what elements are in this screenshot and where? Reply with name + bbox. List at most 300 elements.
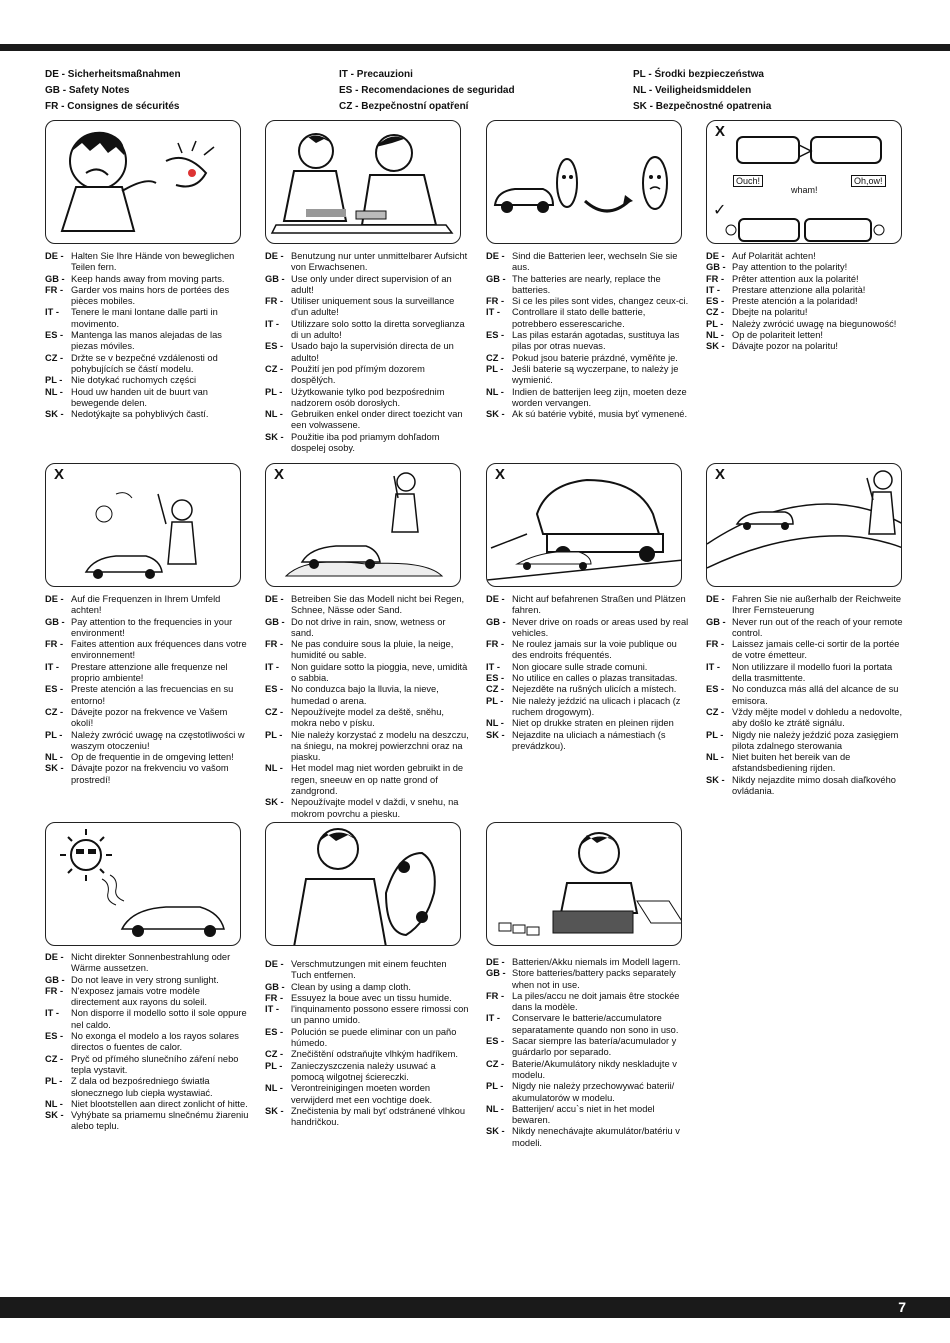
header-pl: PL - Środki bezpieczeństwa xyxy=(633,69,764,80)
safety-entry xyxy=(265,993,469,1004)
language-code: NL - xyxy=(45,1098,63,1109)
safety-entry xyxy=(486,296,690,307)
safety-entry xyxy=(45,1054,249,1077)
panel-text-7 xyxy=(486,594,690,752)
safety-text: Jeśli baterie są wyczerpane, to należy je wymienić. xyxy=(512,363,679,386)
header-nl: NL - Veiligheidsmiddelen xyxy=(633,85,752,96)
safety-entry xyxy=(486,251,690,274)
safety-entry xyxy=(45,1076,249,1099)
safety-text: Nicht auf befahrenen Straßen und Plätzen fahren. xyxy=(512,594,686,616)
safety-entry xyxy=(45,617,249,640)
safety-text: Polución se puede eliminar con un paño húmedo. xyxy=(291,1026,457,1049)
safety-text: Niet buiten het bereik van de afstandsbediening rijden. xyxy=(732,752,851,774)
safety-text: Ak sú batérie vybité, musia byť vymenené. xyxy=(512,409,688,420)
language-code: CZ - xyxy=(265,1049,284,1060)
language-code: GB - xyxy=(45,273,65,284)
ouch-label: Ouch! xyxy=(733,175,763,187)
svg-text:✓: ✓ xyxy=(713,200,727,219)
safety-entry xyxy=(706,251,910,262)
language-code: CZ - xyxy=(486,1058,505,1069)
language-code: CZ - xyxy=(265,706,284,717)
safety-text: Použitie iba pod priamym dohľadom dospelej osoby. xyxy=(291,431,440,454)
safety-text: Dbejte na polaritu! xyxy=(732,307,808,318)
safety-text: Garder vos mains hors de portées des pièces mobiles. xyxy=(71,284,230,307)
language-code: FR - xyxy=(45,985,64,996)
public-road-icon xyxy=(486,463,682,587)
language-code: IT - xyxy=(486,307,500,318)
language-code: FR - xyxy=(486,990,505,1001)
language-code: DE - xyxy=(265,594,284,604)
language-code: SK - xyxy=(265,431,284,442)
safety-text: Použití jen pod přímým dozorem dospělých. xyxy=(291,363,425,386)
safety-entry xyxy=(45,330,249,353)
safety-entry xyxy=(265,341,469,364)
language-code: SK - xyxy=(265,797,284,808)
language-code: NL - xyxy=(706,330,724,341)
header-fr: FR - Consignes de sécurités xyxy=(45,101,180,112)
safety-entry xyxy=(45,1008,249,1031)
language-code: PL - xyxy=(486,363,504,374)
language-code: PL - xyxy=(265,1060,283,1071)
safety-text: Dávajte pozor na polaritu! xyxy=(732,341,838,352)
safety-text: Benutzung nur unter unmittelbarer Aufsicht von Erwachsenen. xyxy=(291,251,468,273)
safety-entry xyxy=(265,1083,469,1106)
safety-entry xyxy=(45,639,249,662)
safety-entry xyxy=(265,662,469,685)
language-code: CZ - xyxy=(265,363,284,374)
safety-text: Op de frequentie in de omgeving letten! xyxy=(71,752,234,763)
safety-entry xyxy=(265,274,469,297)
safety-entry xyxy=(706,707,910,730)
safety-text: Prestare attenzione alle frequenze nel proprio ambiente! xyxy=(71,661,228,684)
language-code: FR - xyxy=(265,296,284,307)
language-code: PL - xyxy=(265,729,283,740)
language-code: PL - xyxy=(265,386,283,397)
language-code: ES - xyxy=(486,673,505,684)
safety-entry xyxy=(706,662,910,685)
safety-entry xyxy=(265,409,469,432)
safety-entry xyxy=(265,1106,469,1129)
language-code: PL - xyxy=(486,695,504,706)
language-code: ES - xyxy=(486,330,505,341)
language-code: GB - xyxy=(486,616,506,627)
language-code: PL - xyxy=(45,729,63,740)
safety-entry xyxy=(265,797,469,820)
safety-text: Si ce les piles sont vides, changez ceux-ci. xyxy=(512,296,689,307)
hand-caught-icon xyxy=(45,120,241,244)
sun-exposure-icon xyxy=(45,822,241,946)
safety-entry xyxy=(45,662,249,685)
safety-entry xyxy=(45,409,249,420)
safety-text: No conduzca más allá del alcance de su emisora. xyxy=(732,684,899,706)
safety-text: Nedotýkajte sa pohyblivých častí. xyxy=(71,409,209,420)
safety-entry xyxy=(486,617,690,640)
language-code: NL - xyxy=(45,386,63,397)
safety-entry xyxy=(45,752,249,763)
safety-entry xyxy=(706,341,910,352)
battery-storage-icon xyxy=(486,822,682,946)
safety-entry xyxy=(706,262,910,273)
language-code: IT - xyxy=(706,661,720,672)
language-code: GB - xyxy=(265,616,285,627)
safety-entry xyxy=(45,353,249,376)
language-code: CZ - xyxy=(45,1053,64,1064)
safety-entry xyxy=(45,707,249,730)
wet-conditions-icon xyxy=(265,463,461,587)
safety-text: Pay attention to the frequencies in your environment! xyxy=(71,616,233,638)
safety-text: Dávajte pozor na frekvenciu vo vašom prostredí! xyxy=(71,763,229,785)
safety-text: Verschmutzungen mit einem feuchten Tuch entfernen. xyxy=(291,959,447,981)
safety-text: Mantenga las manos alejadas de las piezas móviles. xyxy=(71,330,222,352)
safety-entry xyxy=(265,982,469,993)
safety-text: No exonga el modelo a los rayos solares directos o fuentes de calor. xyxy=(71,1031,239,1053)
language-code: ES - xyxy=(265,684,284,695)
top-rule xyxy=(0,44,950,51)
safety-text: Dávejte pozor na frekvence ve Vašem okolí! xyxy=(71,706,228,729)
language-code: SK - xyxy=(486,1126,505,1137)
safety-entry xyxy=(265,387,469,410)
safety-text: Utiliser uniquement sous la surveillance d'un adulte! xyxy=(291,296,455,318)
safety-entry xyxy=(486,1036,690,1059)
safety-entry xyxy=(486,274,690,297)
safety-entry xyxy=(45,375,249,386)
warning-x-mark: X xyxy=(715,466,726,483)
language-code: FR - xyxy=(486,296,505,307)
safety-text: Faites attention aux fréquences dans votre environnement! xyxy=(71,639,247,661)
safety-entry xyxy=(45,684,249,707)
page-number: 7 xyxy=(898,1299,906,1315)
panel-text-5 xyxy=(45,594,249,786)
language-code: CZ - xyxy=(45,706,64,717)
safety-entry xyxy=(486,718,690,729)
safety-entry xyxy=(706,639,910,662)
safety-text: Keep hands away from moving parts. xyxy=(71,273,225,284)
safety-text: Utilizzare solo sotto la diretta sorveglianza di un adulto! xyxy=(291,318,465,341)
safety-text: Indien de batterijen leeg zijn, moeten deze worden vervangen. xyxy=(512,386,687,408)
safety-entry xyxy=(45,975,249,986)
safety-entry xyxy=(706,775,910,798)
language-code: NL - xyxy=(486,1103,504,1114)
wham-label: wham! xyxy=(791,185,818,195)
safety-text: Essuyez la boue avec un tissu humide. xyxy=(291,992,452,1003)
panel-text-11 xyxy=(486,957,690,1149)
safety-text: Niet op drukke straten en pleinen rijden xyxy=(512,718,674,729)
safety-text: No utilice en calles o plazas transitadas. xyxy=(512,673,678,684)
safety-text: Nejezděte na rušných ulicích a místech. xyxy=(512,684,677,695)
language-code: PL - xyxy=(45,375,63,386)
battery-polarity-icon xyxy=(706,120,902,244)
language-code: FR - xyxy=(45,284,64,295)
safety-entry xyxy=(486,991,690,1014)
safety-entry xyxy=(706,330,910,341)
language-code: DE - xyxy=(486,251,505,261)
language-code: PL - xyxy=(45,1076,63,1087)
language-code: DE - xyxy=(45,251,64,261)
language-code: FR - xyxy=(265,639,284,650)
safety-entry xyxy=(45,307,249,330)
header-col-3 xyxy=(633,67,771,115)
language-code: FR - xyxy=(265,992,284,1003)
safety-entry xyxy=(706,296,910,307)
language-code: CZ - xyxy=(706,307,725,318)
safety-entry xyxy=(706,730,910,753)
safety-text: Non disporre il modello sotto il sole oppure nel caldo. xyxy=(71,1008,247,1030)
safety-entry xyxy=(706,594,910,617)
header-es: ES - Recomendaciones de seguridad xyxy=(339,85,515,96)
safety-text: Do not leave in very strong sunlight. xyxy=(71,974,219,985)
safety-entry xyxy=(265,1061,469,1084)
language-code: SK - xyxy=(45,409,64,420)
safety-text: No conduzca bajo la lluvia, la nieve, humedad o arena. xyxy=(291,684,439,706)
header-cz: CZ - Bezpečnostní opatření xyxy=(339,101,469,112)
safety-text: Z dala od bezpośredniego światła słonecznego lub ciepła wystawiać. xyxy=(71,1076,213,1098)
cleaning-icon xyxy=(265,822,461,946)
safety-text: Baterie/Akumulátory nikdy neskladujte v modelu. xyxy=(512,1058,677,1080)
warning-x-mark: X xyxy=(274,466,285,483)
language-code: DE - xyxy=(45,952,64,962)
safety-entry xyxy=(45,387,249,410)
safety-entry xyxy=(45,251,249,274)
language-code: GB - xyxy=(706,262,726,273)
safety-entry xyxy=(45,1031,249,1054)
language-code: GB - xyxy=(265,273,285,284)
safety-text: Pryč od přímého slunečního záření nebo tepla vystavit. xyxy=(71,1053,239,1075)
language-code: CZ - xyxy=(706,706,725,717)
language-code: SK - xyxy=(265,1105,284,1116)
safety-text: Użytkowanie tylko pod bezpośrednim nadzorem osób dorosłych. xyxy=(291,386,445,408)
safety-text: Het model mag niet worden gebruikt in de regen, sneeuw en op natte grond of zandgrond. xyxy=(291,763,464,797)
language-code: IT - xyxy=(265,1004,279,1015)
panel-text-8 xyxy=(706,594,910,797)
safety-text: Nejazdite na uliciach a námestiach (s prevádzkou). xyxy=(512,729,666,751)
language-code: ES - xyxy=(706,684,725,695)
safety-entry xyxy=(486,353,690,364)
safety-entry xyxy=(486,330,690,353)
safety-text: Niet blootstellen aan direct zonlicht of hitte. xyxy=(71,1098,248,1109)
safety-entry xyxy=(265,1004,469,1027)
language-code: NL - xyxy=(486,718,504,729)
language-code: SK - xyxy=(45,1110,64,1121)
language-code: GB - xyxy=(706,616,726,627)
warning-x-mark: X xyxy=(715,123,726,140)
safety-text: Nie dotykać ruchomych części xyxy=(71,375,197,386)
safety-entry xyxy=(486,1081,690,1104)
language-code: DE - xyxy=(265,959,284,969)
safety-text: Non guidare sotto la pioggia, neve, umidità o sabbia. xyxy=(291,661,468,684)
language-code: FR - xyxy=(486,639,505,650)
safety-text: Nigdy nie należy przechowywać baterii/ akumulatorów w modelu. xyxy=(512,1081,675,1103)
safety-text: N'exposez jamais votre modèle directement aux rayons du soleil. xyxy=(71,985,207,1008)
safety-text: Sind die Batterien leer, wechseln Sie sie aus. xyxy=(512,251,678,273)
safety-entry xyxy=(486,662,690,673)
safety-text: Laissez jamais celle-ci sortir de la portée de votre émetteur. xyxy=(732,639,900,661)
panel-text-4 xyxy=(706,251,910,353)
safety-entry xyxy=(265,707,469,730)
language-code: ES - xyxy=(265,341,284,352)
language-code: ES - xyxy=(45,330,64,341)
language-code: NL - xyxy=(265,763,283,774)
language-code: SK - xyxy=(706,774,725,785)
safety-text: Usado bajo la supervisión directa de un adulto! xyxy=(291,341,454,363)
safety-text: Store batteries/battery packs separately when not in use. xyxy=(512,968,676,990)
safety-entry xyxy=(486,673,690,684)
safety-entry xyxy=(486,684,690,695)
safety-entry xyxy=(45,1099,249,1110)
safety-text: Znečištění odstraňujte vlhkým hadříkem. xyxy=(291,1049,458,1060)
language-code: FR - xyxy=(45,639,64,650)
language-code: CZ - xyxy=(486,684,505,695)
safety-entry xyxy=(45,986,249,1009)
safety-entry xyxy=(486,387,690,410)
safety-text: Nepoužívejte model za deště, sněhu, mokra nebo v písku. xyxy=(291,706,444,729)
safety-text: Batterijen/ accu`s niet in het model bewaren. xyxy=(512,1103,655,1126)
safety-entry xyxy=(45,730,249,753)
language-code: NL - xyxy=(706,752,724,763)
language-code: GB - xyxy=(486,968,506,979)
safety-entry xyxy=(45,274,249,285)
language-code: IT - xyxy=(265,661,279,672)
safety-text: Never drive on roads or areas used by real vehicles. xyxy=(512,616,689,638)
safety-text: Tenere le mani lontane dalle parti in movimento. xyxy=(71,307,218,329)
language-code: SK - xyxy=(486,409,505,420)
header-sk: SK - Bezpečnostné opatrenia xyxy=(633,101,772,112)
language-code: IT - xyxy=(706,284,720,295)
language-code: IT - xyxy=(45,661,59,672)
language-code: GB - xyxy=(45,616,65,627)
safety-text: Nigdy nie należy jeździć poza zasięgiem pilota zdalnego sterowania xyxy=(732,729,899,751)
safety-entry xyxy=(265,730,469,764)
language-code: PL - xyxy=(706,318,724,329)
safety-text: Ne pas conduire sous la pluie, la neige, humidité ou sable. xyxy=(291,639,454,661)
safety-text: Clean by using a damp cloth. xyxy=(291,981,411,992)
language-code: CZ - xyxy=(45,352,64,363)
safety-text: Preste atención a las frecuencias en su entorno! xyxy=(71,684,234,706)
language-code: ES - xyxy=(45,684,64,695)
safety-entry xyxy=(706,274,910,285)
header-col-1 xyxy=(45,67,181,115)
language-code: PL - xyxy=(486,1081,504,1092)
safety-text: Auf Polarität achten! xyxy=(732,251,816,261)
language-code: DE - xyxy=(265,251,284,261)
safety-text: Nie należy korzystać z modelu na deszczu, na śniegu, na mokrej powierzchni oraz na piasku. xyxy=(291,729,469,763)
safety-entry xyxy=(486,968,690,991)
safety-text: Use only under direct supervision of an adult! xyxy=(291,273,452,295)
language-code: DE - xyxy=(486,594,505,604)
panel-text-1 xyxy=(45,251,249,420)
language-code: NL - xyxy=(486,386,504,397)
safety-text: Halten Sie Ihre Hände von beweglichen Teilen fern. xyxy=(71,251,235,273)
safety-entry xyxy=(486,639,690,662)
language-code: ES - xyxy=(45,1031,64,1042)
language-code: ES - xyxy=(706,296,725,307)
language-code: ES - xyxy=(486,1036,505,1047)
panel-text-3 xyxy=(486,251,690,420)
safety-entry xyxy=(486,1013,690,1036)
language-code: IT - xyxy=(486,1013,500,1024)
safety-text: Non utilizzare il modello fuori la portata della trasmittente. xyxy=(732,661,893,684)
safety-entry xyxy=(706,285,910,296)
safety-text: Držte se v bezpečné vzdálenosti od pohybujících se částí modelu. xyxy=(71,352,218,374)
panel-text-10 xyxy=(265,959,469,1128)
safety-entry xyxy=(265,296,469,319)
language-code: PL - xyxy=(706,729,724,740)
safety-text: Never run out of the reach of your remote control. xyxy=(732,616,903,638)
header-gb: GB - Safety Notes xyxy=(45,85,130,96)
safety-text: Do not drive in rain, snow, wetness or sand. xyxy=(291,616,446,638)
safety-entry xyxy=(45,285,249,308)
safety-entry xyxy=(265,251,469,274)
safety-entry xyxy=(265,1049,469,1060)
safety-text: Auf die Frequenzen in Ihrem Umfeld achten! xyxy=(71,594,221,616)
language-code: IT - xyxy=(265,318,279,329)
safety-text: Pay attention to the polarity! xyxy=(732,262,848,273)
safety-entry xyxy=(265,1027,469,1050)
safety-entry xyxy=(486,1104,690,1127)
safety-text: Non giocare sulle strade comuni. xyxy=(512,661,648,672)
safety-entry xyxy=(265,639,469,662)
safety-entry xyxy=(486,307,690,330)
safety-text: Sacar siempre las batería/acumulador y guárdarlo por separado. xyxy=(512,1036,677,1058)
safety-text: Nikdy nenechávajte akumulátor/batériu v modeli. xyxy=(512,1126,680,1148)
safety-text: Houd uw handen uit de buurt van bewegende delen. xyxy=(71,386,208,408)
safety-text: Fahren Sie nie außerhalb der Reichweite Ihrer Fernsteuerung xyxy=(732,594,901,616)
safety-text: The batteries are nearly, replace the batteries. xyxy=(512,273,661,295)
language-code: NL - xyxy=(265,1083,283,1094)
language-code: GB - xyxy=(265,981,285,992)
language-code: GB - xyxy=(486,273,506,284)
safety-text: Preste atención a la polaridad! xyxy=(732,296,858,307)
safety-entry xyxy=(265,364,469,387)
frequency-interference-icon xyxy=(45,463,241,587)
language-code: DE - xyxy=(706,251,725,261)
warning-x-mark: X xyxy=(54,466,65,483)
safety-entry xyxy=(486,1059,690,1082)
safety-text: Vždy mějte model v dohledu a nedovolte, aby došlo ke ztrátě signálu. xyxy=(732,706,903,729)
language-code: SK - xyxy=(45,763,64,774)
safety-text: Nicht direkter Sonnenbestrahlung oder Wärme aussetzen. xyxy=(71,952,231,974)
safety-text: La piles/accu ne doit jamais être stockée dans la modèle. xyxy=(512,990,680,1013)
safety-entry xyxy=(45,763,249,786)
safety-entry xyxy=(706,752,910,775)
language-code: SK - xyxy=(706,341,725,352)
out-of-range-icon xyxy=(706,463,902,587)
language-code: GB - xyxy=(45,974,65,985)
safety-text: Nikdy nejazdite mimo dosah diaľkového ovládania. xyxy=(732,774,896,797)
panel-text-2 xyxy=(265,251,469,454)
language-code: SK - xyxy=(486,729,505,740)
safety-entry xyxy=(265,959,469,982)
safety-text: Betreiben Sie das Modell nicht bei Regen, Schnee, Nässe oder Sand. xyxy=(291,594,465,616)
bottom-rule xyxy=(0,1297,950,1318)
safety-text: Controllare il stato delle batterie, potrebbero esserescariche. xyxy=(512,307,646,329)
safety-text: Las pilas estarán agotadas, sustituya las pilas por otras nuevas. xyxy=(512,330,680,352)
language-code: DE - xyxy=(486,957,505,967)
safety-text: Należy zwrócić uwagę na biegunowość! xyxy=(732,318,897,329)
panel-text-6 xyxy=(265,594,469,820)
safety-entry xyxy=(265,763,469,797)
safety-text: Nepoužívajte model v daždi, v snehu, na mokrom povrchu a piesku. xyxy=(291,797,459,819)
safety-entry xyxy=(265,684,469,707)
safety-text: Prêter attention aux la polarité! xyxy=(732,273,859,284)
safety-entry xyxy=(706,319,910,330)
warning-x-mark: X xyxy=(495,466,506,483)
safety-entry xyxy=(486,696,690,719)
safety-entry xyxy=(486,364,690,387)
language-code: NL - xyxy=(45,752,63,763)
safety-entry xyxy=(486,1126,690,1149)
safety-text: Conservare le batterie/accumulatore separatamente quando non sono in uso. xyxy=(512,1013,679,1035)
header-it: IT - Precauzioni xyxy=(339,69,413,80)
